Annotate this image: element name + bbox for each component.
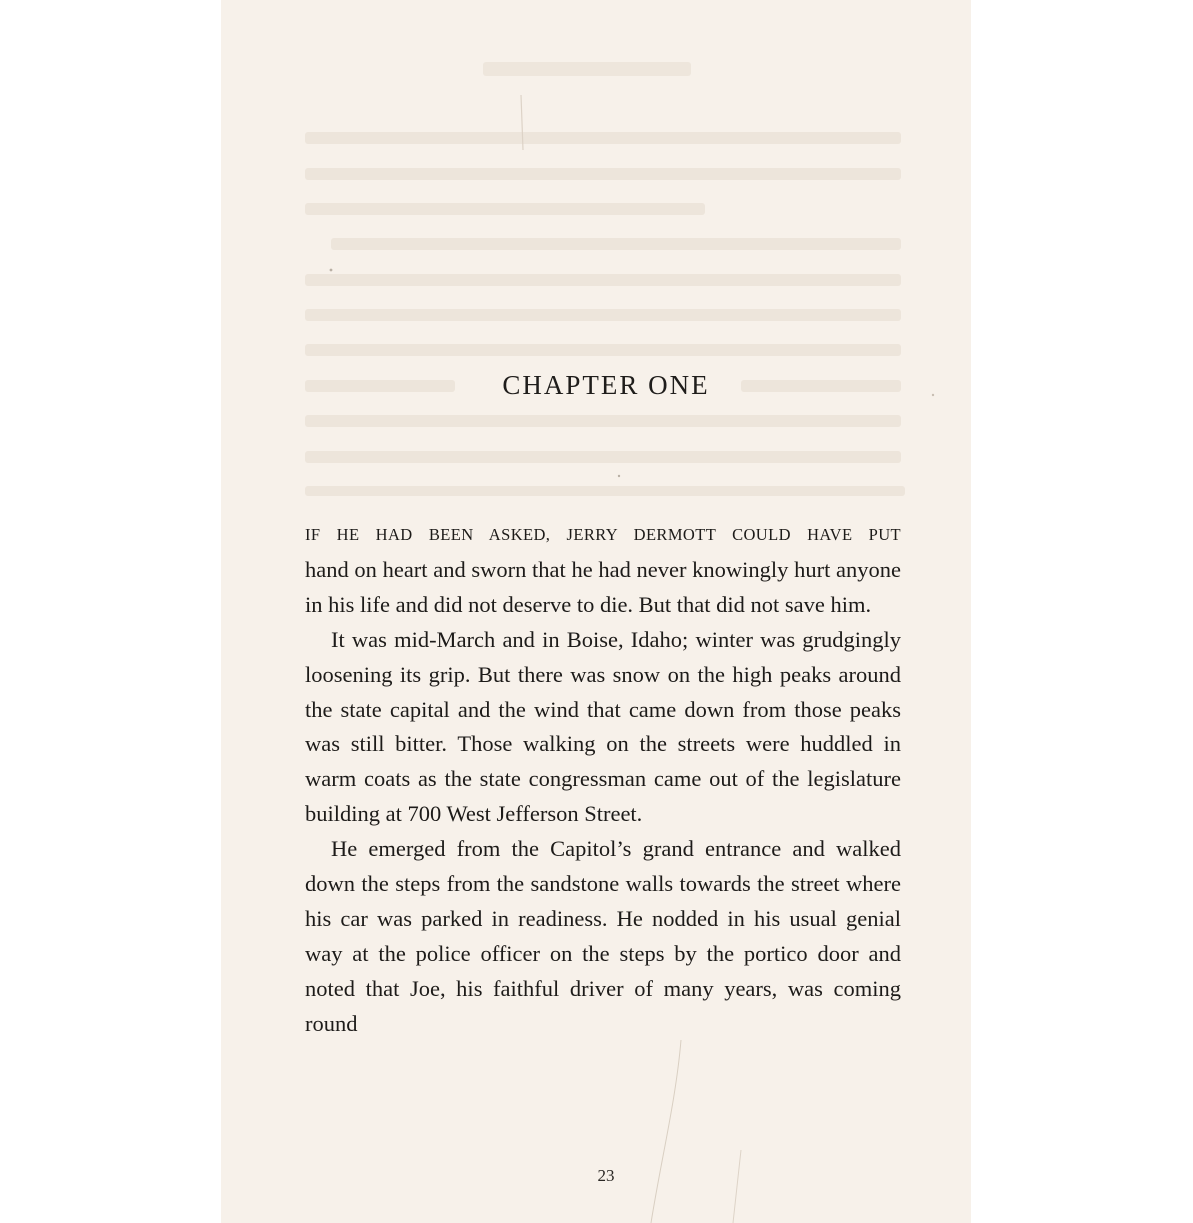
page-number: 23 xyxy=(597,1166,615,1185)
book-page xyxy=(221,0,971,1223)
lead-in-small-caps: IF HE HAD BEEN ASKED, JERRY DERMOTT COULD HAVE PUT xyxy=(305,525,901,544)
chapter-title: CHAPTER ONE xyxy=(502,370,710,400)
paragraph-2: It was mid-March and in Boise, Idaho; winter was grudgingly loosening its grip. But there was snow on the high peaks around the state capital and the wind that came down from those peaks was still bitter. Those walking on the streets were huddled in warm coats as the state congressman came out of the legislature building at 700 West Jefferson Street. xyxy=(305,626,901,827)
body-text xyxy=(305,518,901,1042)
paragraph-1 xyxy=(305,518,901,623)
paragraph-1-text: hand on heart and sworn that he had never knowingly hurt anyone in his life and did not deserve to die. But that did not save him. xyxy=(305,556,901,617)
paragraph-3: He emerged from the Capitol’s grand entrance and walked down the steps from the sandstone walls towards the street where his car was parked in readiness. He nodded in his usual genial way at the police officer on the steps by the portico door and noted that Joe, his faithful driver of many years, was coming round xyxy=(305,836,901,1036)
